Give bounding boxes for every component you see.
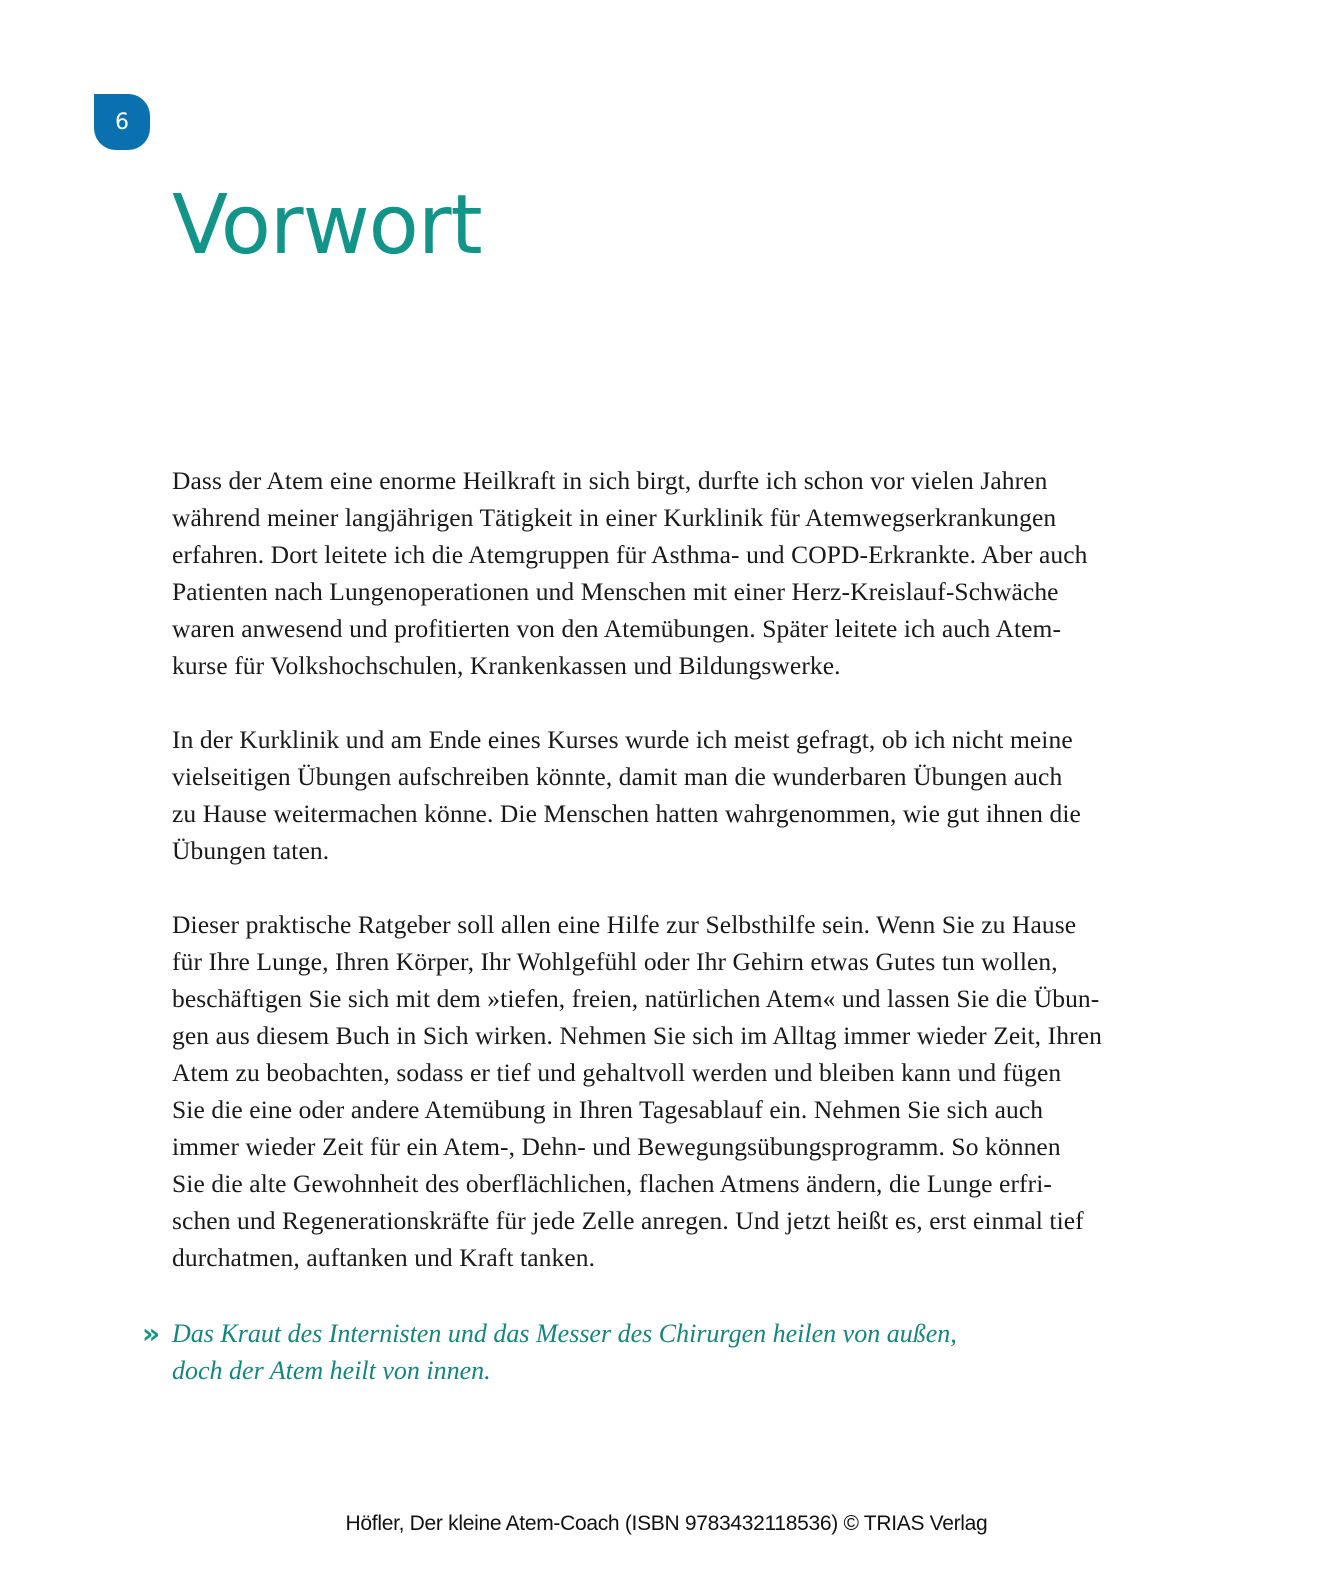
text-line: vielseitigen Übungen aufschreiben könnte, damit man die wunderbaren Übungen auch: [172, 762, 1063, 791]
text-line: Sie die alte Gewohnheit des oberflächlichen, flachen Atmens ändern, die Lunge erfri-: [172, 1169, 1053, 1198]
quote-line: Das Kraut des Internisten und das Messer des Chirurgen heilen von außen,: [172, 1319, 957, 1348]
text-line: gen aus diesem Buch in Sich wirken. Nehmen Sie sich im Alltag immer wieder Zeit, Ihren: [172, 1021, 1102, 1050]
text-line: immer wieder Zeit für ein Atem-, Dehn- und Bewegungsübungsprogramm. So können: [172, 1132, 1061, 1161]
text-line: beschäftigen Sie sich mit dem »tiefen, freien, natürlichen Atem« und lassen Sie die Übun-: [172, 984, 1100, 1013]
page-title: Vorwort: [172, 178, 482, 273]
page-number-badge: [94, 94, 150, 150]
text-line: Sie die eine oder andere Atemübung in Ihren Tagesablauf ein. Nehmen Sie sich auch: [172, 1095, 1044, 1124]
text-line: für Ihre Lunge, Ihren Körper, Ihr Wohlgefühl oder Ihr Gehirn etwas Gutes tun wollen,: [172, 947, 1058, 976]
text-line: Übungen taten.: [172, 836, 330, 865]
text-line: kurse für Volkshochschulen, Krankenkassen und Bildungswerke.: [172, 651, 841, 680]
footer-citation: [0, 1512, 1339, 1536]
text-line: Patienten nach Lungenoperationen und Menschen mit einer Herz-Kreislauf-Schwäche: [172, 577, 1059, 606]
paragraph-2: [172, 721, 1182, 869]
text-line: zu Hause weitermachen könne. Die Menschen hatten wahrgenommen, wie gut ihnen die: [172, 799, 1081, 828]
footer-text: Höfler, Der kleine Atem-Coach (ISBN 9783432118536) © TRIAS Verlag: [345, 1512, 988, 1535]
text-line: Dieser praktische Ratgeber soll allen eine Hilfe zur Selbsthilfe sein. Wenn Sie zu Hause: [172, 910, 1077, 939]
text-line: während meiner langjährigen Tätigkeit in einer Kurklinik für Atemwegserkrankungen: [172, 503, 1057, 532]
page-number: 6: [115, 109, 129, 135]
paragraph-1: [172, 462, 1182, 684]
text-line: durchatmen, auftanken und Kraft tanken.: [172, 1243, 596, 1272]
text-line: erfahren. Dort leitete ich die Atemgruppen für Asthma- und COPD-Erkrankte. Aber auch: [172, 540, 1088, 569]
pull-quote: [142, 1315, 957, 1389]
paragraph-3: [172, 906, 1182, 1276]
text-line: schen und Regenerationskräfte für jede Zelle anregen. Und jetzt heißt es, erst einmal tief: [172, 1206, 1084, 1235]
text-line: Atem zu beobachten, sodass er tief und gehaltvoll werden und bleiben kann und fügen: [172, 1058, 1062, 1087]
text-line: In der Kurklinik und am Ende eines Kurses wurde ich meist gefragt, ob ich nicht meine: [172, 725, 1073, 754]
quote-line: doch der Atem heilt von innen.: [172, 1356, 491, 1385]
double-chevron-icon: »: [142, 1317, 155, 1350]
text-line: waren anwesend und profitierten von den Atemübungen. Später leitete ich auch Atem-: [172, 614, 1062, 643]
text-line: Dass der Atem eine enorme Heilkraft in sich birgt, durfte ich schon vor vielen Jahren: [172, 466, 1048, 495]
body-text: [172, 462, 1182, 1313]
